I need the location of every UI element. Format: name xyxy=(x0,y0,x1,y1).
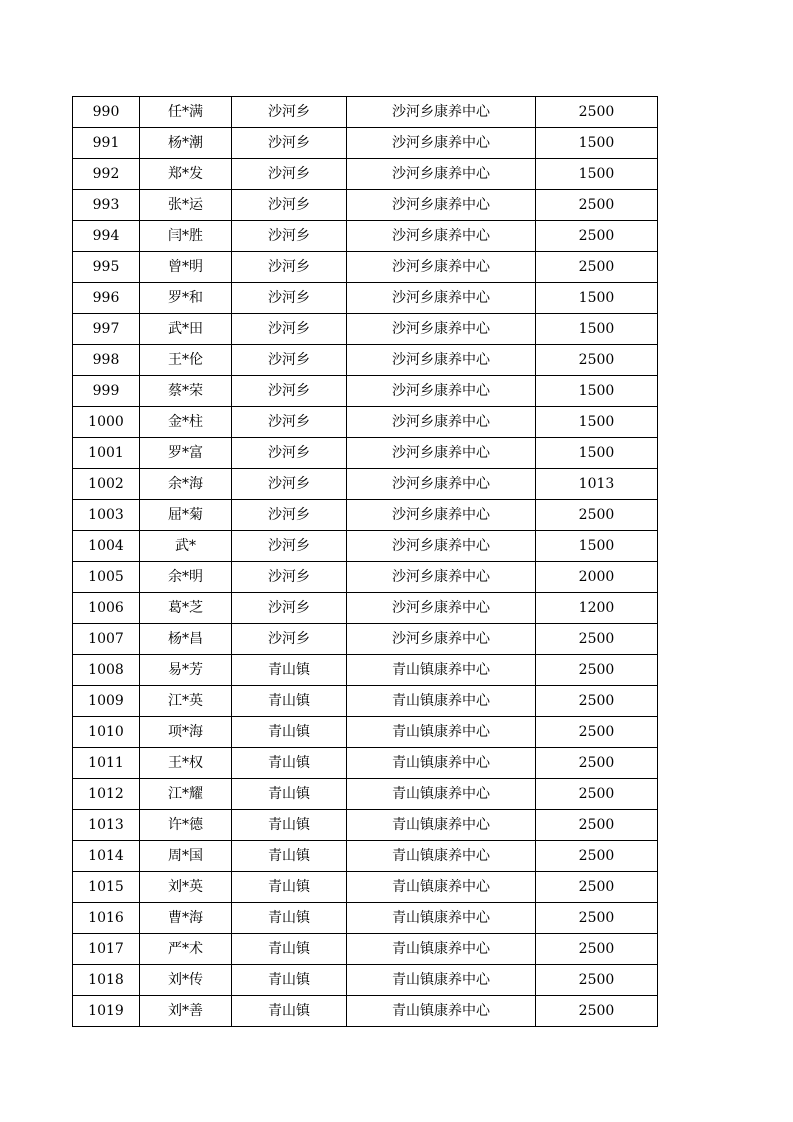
name-cell: 金*柱 xyxy=(140,407,232,438)
row-number-cell: 1001 xyxy=(73,438,140,469)
name-cell: 江*耀 xyxy=(140,779,232,810)
amount-cell: 2500 xyxy=(536,779,658,810)
row-number-cell: 1011 xyxy=(73,748,140,779)
name-cell: 罗*富 xyxy=(140,438,232,469)
table-row xyxy=(73,500,658,531)
amount-cell: 1500 xyxy=(536,438,658,469)
amount-cell: 2500 xyxy=(536,965,658,996)
name-cell: 项*海 xyxy=(140,717,232,748)
name-cell: 王*权 xyxy=(140,748,232,779)
town-cell: 青山镇 xyxy=(232,965,347,996)
row-number-cell: 993 xyxy=(73,190,140,221)
row-number-cell: 1012 xyxy=(73,779,140,810)
name-cell: 武*田 xyxy=(140,314,232,345)
care-center-cell: 沙河乡康养中心 xyxy=(347,283,536,314)
name-cell: 周*国 xyxy=(140,841,232,872)
amount-cell: 1200 xyxy=(536,593,658,624)
care-center-cell: 沙河乡康养中心 xyxy=(347,376,536,407)
town-cell: 沙河乡 xyxy=(232,376,347,407)
table-row xyxy=(73,686,658,717)
table-row xyxy=(73,407,658,438)
care-center-cell: 沙河乡康养中心 xyxy=(347,469,536,500)
amount-cell: 2500 xyxy=(536,500,658,531)
table-row xyxy=(73,872,658,903)
town-cell: 青山镇 xyxy=(232,841,347,872)
table-row xyxy=(73,903,658,934)
town-cell: 沙河乡 xyxy=(232,97,347,128)
town-cell: 沙河乡 xyxy=(232,159,347,190)
care-center-cell: 沙河乡康养中心 xyxy=(347,593,536,624)
care-center-cell: 沙河乡康养中心 xyxy=(347,190,536,221)
care-center-cell: 沙河乡康养中心 xyxy=(347,500,536,531)
care-center-cell: 青山镇康养中心 xyxy=(347,903,536,934)
row-number-cell: 990 xyxy=(73,97,140,128)
name-cell: 郑*发 xyxy=(140,159,232,190)
name-cell: 王*伦 xyxy=(140,345,232,376)
amount-cell: 1500 xyxy=(536,407,658,438)
amount-cell: 1500 xyxy=(536,283,658,314)
town-cell: 沙河乡 xyxy=(232,562,347,593)
care-center-cell: 青山镇康养中心 xyxy=(347,748,536,779)
care-center-cell: 青山镇康养中心 xyxy=(347,686,536,717)
row-number-cell: 998 xyxy=(73,345,140,376)
table-row xyxy=(73,624,658,655)
town-cell: 沙河乡 xyxy=(232,624,347,655)
amount-cell: 2500 xyxy=(536,686,658,717)
table-row xyxy=(73,221,658,252)
town-cell: 沙河乡 xyxy=(232,190,347,221)
row-number-cell: 1010 xyxy=(73,717,140,748)
row-number-cell: 1002 xyxy=(73,469,140,500)
table-body xyxy=(73,97,658,1027)
table-row xyxy=(73,655,658,686)
row-number-cell: 1004 xyxy=(73,531,140,562)
town-cell: 青山镇 xyxy=(232,996,347,1027)
table-row xyxy=(73,469,658,500)
table-row xyxy=(73,717,658,748)
care-center-cell: 沙河乡康养中心 xyxy=(347,314,536,345)
care-center-cell: 沙河乡康养中心 xyxy=(347,438,536,469)
amount-cell: 2500 xyxy=(536,903,658,934)
row-number-cell: 1013 xyxy=(73,810,140,841)
name-cell: 葛*芝 xyxy=(140,593,232,624)
town-cell: 青山镇 xyxy=(232,903,347,934)
name-cell: 杨*潮 xyxy=(140,128,232,159)
name-cell: 易*芳 xyxy=(140,655,232,686)
row-number-cell: 1000 xyxy=(73,407,140,438)
amount-cell: 2000 xyxy=(536,562,658,593)
amount-cell: 2500 xyxy=(536,748,658,779)
town-cell: 沙河乡 xyxy=(232,469,347,500)
table-row xyxy=(73,314,658,345)
table-row xyxy=(73,779,658,810)
table-row xyxy=(73,438,658,469)
name-cell: 刘*传 xyxy=(140,965,232,996)
amount-cell: 2500 xyxy=(536,97,658,128)
name-cell: 许*德 xyxy=(140,810,232,841)
table-row xyxy=(73,252,658,283)
name-cell: 张*运 xyxy=(140,190,232,221)
table-row xyxy=(73,97,658,128)
care-center-cell: 沙河乡康养中心 xyxy=(347,252,536,283)
table-row xyxy=(73,345,658,376)
amount-cell: 1500 xyxy=(536,314,658,345)
care-center-cell: 沙河乡康养中心 xyxy=(347,562,536,593)
row-number-cell: 994 xyxy=(73,221,140,252)
amount-cell: 2500 xyxy=(536,996,658,1027)
amount-cell: 2500 xyxy=(536,872,658,903)
name-cell: 江*英 xyxy=(140,686,232,717)
care-center-cell: 青山镇康养中心 xyxy=(347,872,536,903)
row-number-cell: 1015 xyxy=(73,872,140,903)
amount-cell: 1013 xyxy=(536,469,658,500)
town-cell: 沙河乡 xyxy=(232,314,347,345)
table-row xyxy=(73,376,658,407)
care-center-cell: 青山镇康养中心 xyxy=(347,810,536,841)
care-center-cell: 沙河乡康养中心 xyxy=(347,128,536,159)
care-center-cell: 沙河乡康养中心 xyxy=(347,97,536,128)
care-center-cell: 青山镇康养中心 xyxy=(347,965,536,996)
amount-cell: 2500 xyxy=(536,345,658,376)
name-cell: 余*海 xyxy=(140,469,232,500)
row-number-cell: 991 xyxy=(73,128,140,159)
table-row xyxy=(73,190,658,221)
name-cell: 任*满 xyxy=(140,97,232,128)
amount-cell: 2500 xyxy=(536,221,658,252)
name-cell: 闫*胜 xyxy=(140,221,232,252)
town-cell: 沙河乡 xyxy=(232,593,347,624)
town-cell: 沙河乡 xyxy=(232,500,347,531)
table-row xyxy=(73,748,658,779)
care-center-cell: 青山镇康养中心 xyxy=(347,841,536,872)
care-center-cell: 青山镇康养中心 xyxy=(347,996,536,1027)
row-number-cell: 992 xyxy=(73,159,140,190)
table-row xyxy=(73,159,658,190)
amount-cell: 2500 xyxy=(536,190,658,221)
town-cell: 青山镇 xyxy=(232,717,347,748)
town-cell: 沙河乡 xyxy=(232,252,347,283)
row-number-cell: 1005 xyxy=(73,562,140,593)
table-row xyxy=(73,531,658,562)
row-number-cell: 1018 xyxy=(73,965,140,996)
care-center-cell: 沙河乡康养中心 xyxy=(347,221,536,252)
care-center-cell: 青山镇康养中心 xyxy=(347,717,536,748)
amount-cell: 2500 xyxy=(536,717,658,748)
care-center-cell: 青山镇康养中心 xyxy=(347,779,536,810)
table-row xyxy=(73,562,658,593)
row-number-cell: 995 xyxy=(73,252,140,283)
town-cell: 沙河乡 xyxy=(232,345,347,376)
amount-cell: 2500 xyxy=(536,252,658,283)
row-number-cell: 1008 xyxy=(73,655,140,686)
town-cell: 青山镇 xyxy=(232,872,347,903)
name-cell: 罗*和 xyxy=(140,283,232,314)
amount-cell: 2500 xyxy=(536,841,658,872)
town-cell: 沙河乡 xyxy=(232,407,347,438)
row-number-cell: 1007 xyxy=(73,624,140,655)
name-cell: 屈*菊 xyxy=(140,500,232,531)
name-cell: 武* xyxy=(140,531,232,562)
town-cell: 沙河乡 xyxy=(232,283,347,314)
table-row xyxy=(73,810,658,841)
row-number-cell: 1009 xyxy=(73,686,140,717)
amount-cell: 2500 xyxy=(536,810,658,841)
town-cell: 青山镇 xyxy=(232,655,347,686)
town-cell: 青山镇 xyxy=(232,779,347,810)
name-cell: 蔡*荣 xyxy=(140,376,232,407)
name-cell: 严*术 xyxy=(140,934,232,965)
name-cell: 曾*明 xyxy=(140,252,232,283)
amount-cell: 2500 xyxy=(536,624,658,655)
amount-cell: 2500 xyxy=(536,934,658,965)
row-number-cell: 1006 xyxy=(73,593,140,624)
town-cell: 沙河乡 xyxy=(232,531,347,562)
care-center-cell: 沙河乡康养中心 xyxy=(347,407,536,438)
name-cell: 余*明 xyxy=(140,562,232,593)
care-center-cell: 沙河乡康养中心 xyxy=(347,531,536,562)
amount-cell: 1500 xyxy=(536,376,658,407)
town-cell: 青山镇 xyxy=(232,686,347,717)
table-row xyxy=(73,934,658,965)
row-number-cell: 997 xyxy=(73,314,140,345)
name-cell: 刘*英 xyxy=(140,872,232,903)
subsidy-table xyxy=(72,96,658,1027)
table-row xyxy=(73,128,658,159)
table-row xyxy=(73,965,658,996)
table-row xyxy=(73,283,658,314)
town-cell: 青山镇 xyxy=(232,934,347,965)
town-cell: 沙河乡 xyxy=(232,128,347,159)
care-center-cell: 青山镇康养中心 xyxy=(347,655,536,686)
amount-cell: 1500 xyxy=(536,159,658,190)
row-number-cell: 1014 xyxy=(73,841,140,872)
row-number-cell: 996 xyxy=(73,283,140,314)
table-row xyxy=(73,593,658,624)
town-cell: 青山镇 xyxy=(232,810,347,841)
row-number-cell: 1019 xyxy=(73,996,140,1027)
table-row xyxy=(73,996,658,1027)
name-cell: 曹*海 xyxy=(140,903,232,934)
care-center-cell: 沙河乡康养中心 xyxy=(347,159,536,190)
town-cell: 青山镇 xyxy=(232,748,347,779)
town-cell: 沙河乡 xyxy=(232,221,347,252)
amount-cell: 1500 xyxy=(536,128,658,159)
town-cell: 沙河乡 xyxy=(232,438,347,469)
table-row xyxy=(73,841,658,872)
row-number-cell: 1016 xyxy=(73,903,140,934)
care-center-cell: 沙河乡康养中心 xyxy=(347,624,536,655)
name-cell: 杨*昌 xyxy=(140,624,232,655)
care-center-cell: 沙河乡康养中心 xyxy=(347,345,536,376)
amount-cell: 2500 xyxy=(536,655,658,686)
name-cell: 刘*善 xyxy=(140,996,232,1027)
row-number-cell: 1017 xyxy=(73,934,140,965)
amount-cell: 1500 xyxy=(536,531,658,562)
row-number-cell: 1003 xyxy=(73,500,140,531)
row-number-cell: 999 xyxy=(73,376,140,407)
care-center-cell: 青山镇康养中心 xyxy=(347,934,536,965)
